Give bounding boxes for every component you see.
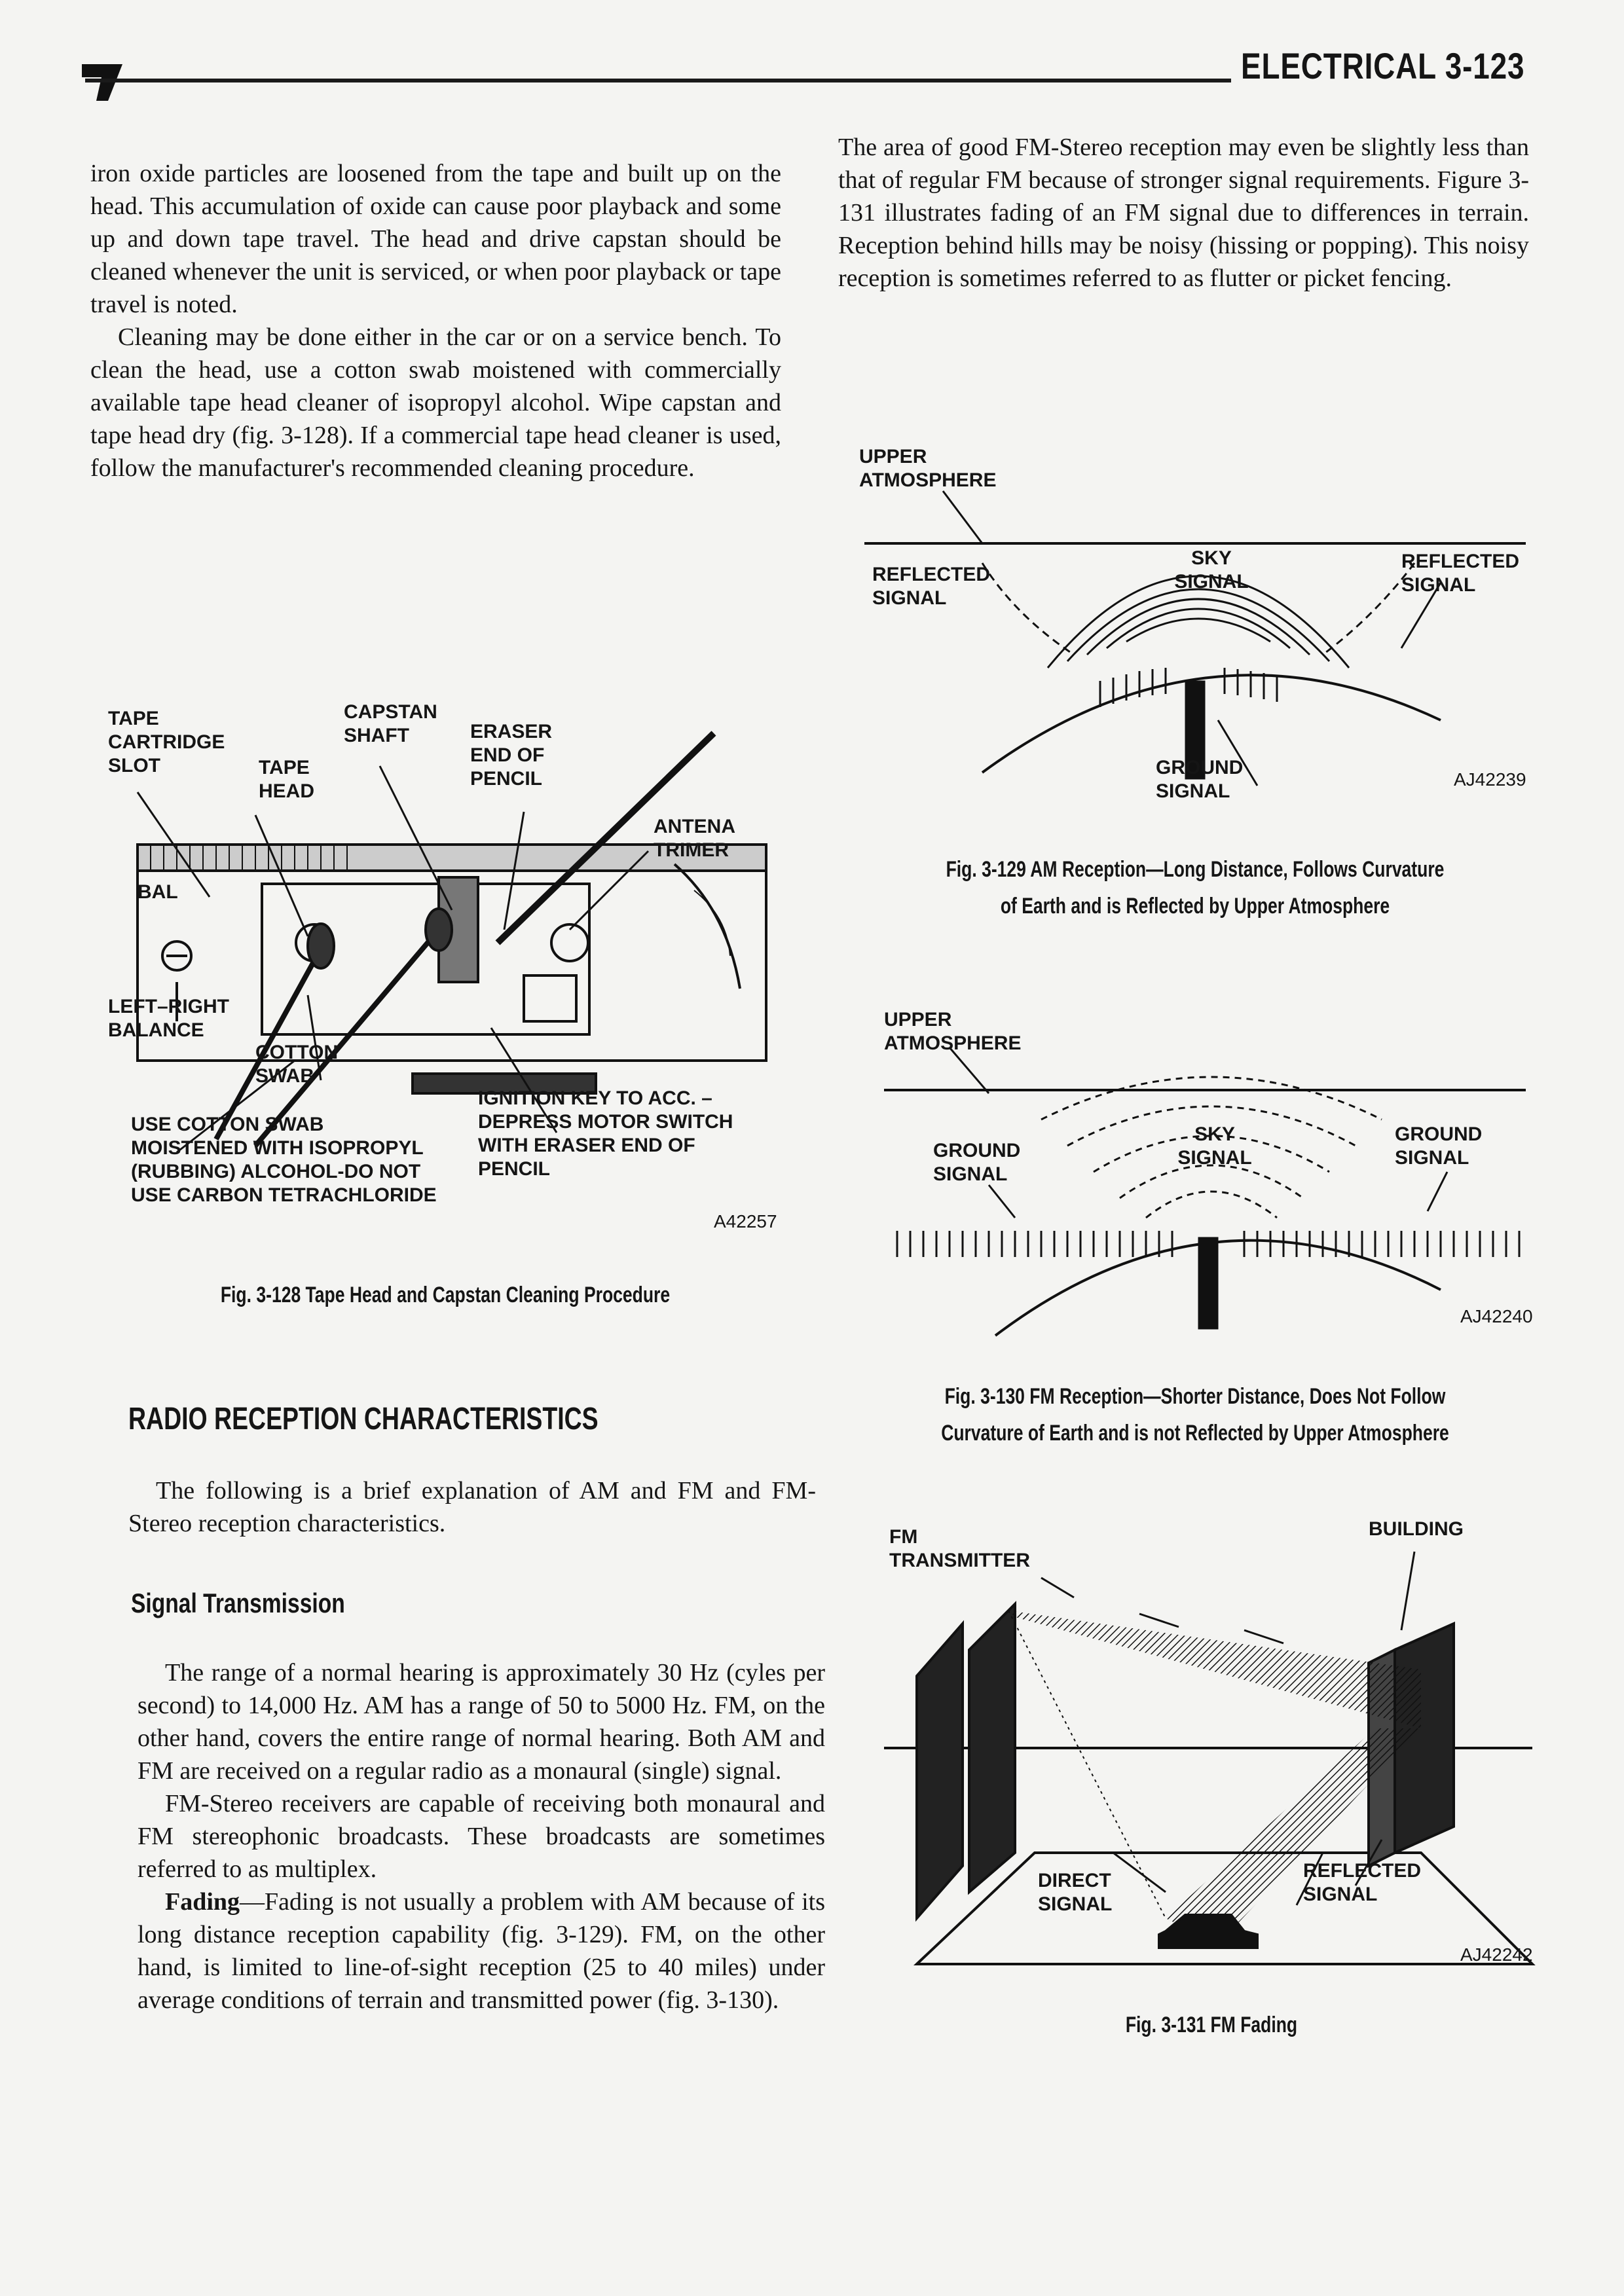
- paragraph-text: FM-Stereo receivers are capable of receiving both monaural and FM stereophonic broadcasts. These broadcasts are sometimes referred to as multiplex.: [138, 1790, 825, 1883]
- paragraph: The area of good FM-Stereo reception may even be slightly less than that of regular FM because of stronger signal requirements. Figure 3-131 illustrates fading of an FM signal due to differences in terrain. Reception behind hills may be noisy (hissing or popping). This noisy reception is sometimes referred to as flutter or picket fencing.: [838, 134, 1529, 292]
- label-eraser-end: ERASER END OF PENCIL: [470, 721, 553, 790]
- brand-logo-icon: [82, 64, 122, 101]
- label-tape-head: TAPE HEAD: [259, 757, 315, 802]
- paragraph: [138, 1656, 825, 1787]
- section-title: RADIO RECEPTION CHARACTERISTICS: [128, 1402, 599, 1436]
- label-ground-signal: GROUND SIGNAL: [1156, 757, 1244, 802]
- label-fm-transmitter: FM TRANSMITTER: [889, 1526, 1030, 1571]
- paragraph: [128, 1474, 816, 1540]
- label-bal: BAL: [138, 881, 178, 903]
- paragraph-text: Cleaning may be done either in the car or on a service bench. To clean the head, use a cotton swab moistened with commercially available tape head cleaner of isopropyl alcohol. Wipe capstan and tape head dry (fig. 3-128). If a commercial tape head cleaner is used, follow the manufacturer's recommended cleaning procedure.: [90, 323, 781, 482]
- figure-3-130: [871, 1008, 1539, 1349]
- left-column-top: [90, 157, 781, 484]
- page-title: ELECTRICAL 3-123: [1241, 45, 1525, 86]
- figure-3-128: [98, 694, 792, 1257]
- caption-line: Curvature of Earth and is not Reflected by Upper Atmosphere: [941, 1421, 1449, 1446]
- label-reflected-signal-left: REFLECTED SIGNAL: [872, 564, 990, 609]
- paragraph: [138, 1787, 825, 1886]
- figure-caption: [927, 1378, 1464, 1451]
- label-left-right-balance: LEFT–RIGHT BALANCE: [108, 996, 229, 1041]
- paragraph: [138, 1886, 825, 2016]
- figure-caption: [927, 851, 1464, 924]
- paragraph-text: —Fading is not usually a problem with AM because of its long distance reception capability (fig. 3-129). FM, on the other hand, is limited to line-of-sight reception (25 to 40 miles) under average conditions of terrain and transmitted power (fig. 3-130).: [138, 1888, 825, 2014]
- label-capstan-shaft: CAPSTAN SHAFT: [344, 701, 437, 746]
- caption-line: Fig. 3-130 FM Reception—Shorter Distance, Does Not Follow: [944, 1384, 1446, 1409]
- label-ground-signal-left: GROUND SIGNAL: [933, 1140, 1021, 1185]
- left-column-mid: [128, 1474, 816, 1540]
- label-tape-cartridge-slot: TAPE CARTRIDGE SLOT: [108, 708, 225, 776]
- paragraph-text: The range of a normal hearing is approximately 30 Hz (cyles per second) to 14,000 Hz. AM has a range of 50 to 5000 Hz. FM, on the other hand, covers the entire range of normal hearing. Both AM and FM are received on a regular radio as a monaural (single) signal.: [138, 1659, 825, 1785]
- label-sky-signal: SKY SIGNAL: [1177, 1123, 1252, 1169]
- page-header: [0, 25, 1624, 86]
- caption-line: Fig. 3-129 AM Reception—Long Distance, Follows Curvature: [946, 857, 1445, 882]
- caption-line: of Earth and is Reflected by Upper Atmosphere: [1000, 894, 1390, 919]
- label-sky-signal: SKY SIGNAL: [1174, 547, 1249, 592]
- figure-code: AJ42242: [1460, 1944, 1533, 1965]
- transmitter-tower: [1198, 1237, 1218, 1329]
- label-cotton-swab: COTTON SWAB: [255, 1042, 339, 1087]
- right-column-top: [838, 131, 1529, 295]
- figure-code: A42257: [714, 1211, 777, 1231]
- label-upper-atmosphere: UPPER ATMOSPHERE: [884, 1009, 1022, 1054]
- figure-code: AJ42240: [1460, 1306, 1533, 1326]
- label-direct-signal: DIRECT SIGNAL: [1038, 1870, 1113, 1915]
- label-building: BUILDING: [1369, 1518, 1464, 1540]
- label-reflected-signal-right: REFLECTED SIGNAL: [1401, 551, 1519, 596]
- figure-caption: Fig. 3-131 FM Fading: [1125, 2013, 1298, 2037]
- header-rule: [85, 79, 1231, 82]
- label-reflected-signal: REFLECTED SIGNAL: [1303, 1860, 1421, 1905]
- label-ignition-key: IGNITION KEY TO ACC. – DEPRESS MOTOR SWITCH WITH ERASER END OF PENCIL: [478, 1087, 733, 1180]
- paragraph-text: The following is a brief explanation of AM and FM and FM-Stereo reception characteristics.: [128, 1477, 816, 1537]
- figure-caption: Fig. 3-128 Tape Head and Capstan Cleaning Procedure: [220, 1283, 671, 1307]
- run-in-heading: Fading: [165, 1888, 240, 1916]
- figure-3-129: [851, 445, 1539, 812]
- label-antenna-trimmer: ANTENA TRIMER: [654, 816, 735, 861]
- paragraph: [90, 321, 781, 484]
- label-ground-signal-right: GROUND SIGNAL: [1395, 1123, 1483, 1169]
- figure-code: AJ42239: [1454, 769, 1526, 790]
- figure-3-131: [877, 1512, 1539, 1984]
- label-use-cotton-swab: USE COTTON SWAB MOISTENED WITH ISOPROPYL (RUBBING) ALCOHOL-DO NOT USE CARBON TETRACHLORIDE: [131, 1114, 437, 1206]
- subsection-title: Signal Transmission: [131, 1588, 345, 1618]
- label-upper-atmosphere: UPPER ATMOSPHERE: [859, 446, 997, 491]
- paragraph: iron oxide particles are loosened from the tape and built up on the head. This accumulation of oxide can cause poor playback and some up and down tape travel. The head and drive capstan should be cleaned whenever the unit is serviced, or when poor playback or tape travel is noted.: [90, 160, 781, 318]
- left-column-bottom: [138, 1656, 825, 2016]
- fm-fading-diagram: [877, 1512, 1539, 1984]
